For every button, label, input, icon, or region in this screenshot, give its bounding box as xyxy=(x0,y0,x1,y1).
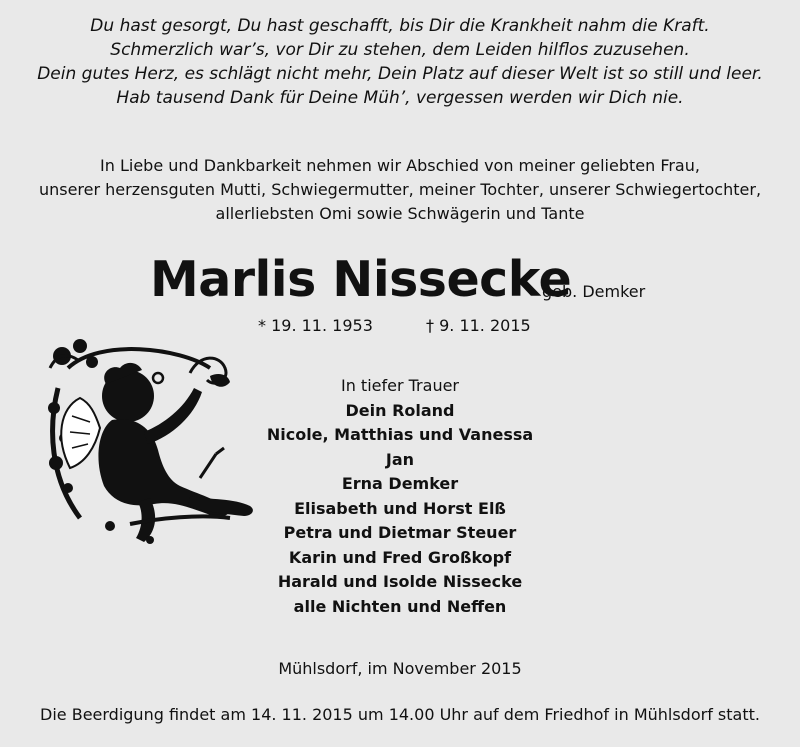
mourner-name: Karin und Fred Großkopf xyxy=(288,547,512,567)
birth-date: * 19. 11. 1953 xyxy=(258,316,373,335)
mourner-name: Erna Demker xyxy=(341,474,459,493)
funeral-info: Die Beerdigung findet am 14. 11. 2015 um 14.00 Uhr auf dem Friedhof in Mühlsdorf statt. xyxy=(40,705,760,724)
poem xyxy=(0,14,800,110)
mourner-name: Petra und Dietmar Steuer xyxy=(283,523,517,542)
intro-line: allerliebsten Omi sowie Schwägerin und Tante xyxy=(215,204,585,223)
place-and-date: Mühlsdorf, im November 2015 xyxy=(278,659,522,678)
mourning-lead: In tiefer Trauer xyxy=(340,376,459,395)
mourner-name: Harald und Isolde Nissecke xyxy=(277,572,523,591)
deceased-name-row xyxy=(0,250,800,310)
intro-text xyxy=(0,154,800,226)
mourner-name: alle Nichten und Neffen xyxy=(293,596,507,616)
poem-line: Dein gutes Herz, es schlägt nicht mehr, Dein Platz auf dieser Welt ist so still und leer. xyxy=(37,64,763,84)
mourner-name: Dein Roland xyxy=(345,400,455,420)
mourner-name: Elisabeth und Horst Elß xyxy=(294,498,506,518)
maiden-name: geb. Demker xyxy=(542,282,646,301)
mourners-list xyxy=(220,374,580,619)
intro-line: In Liebe und Dankbarkeit nehmen wir Abschied von meiner geliebten Frau, xyxy=(100,156,700,175)
poem-line: Du hast gesorgt, Du hast geschafft, bis Dir die Krankheit nahm die Kraft. xyxy=(90,16,710,36)
mourner-name: Nicole, Matthias und Vanessa xyxy=(266,425,534,444)
poem-line: Hab tausend Dank für Deine Müh’, vergessen werden wir Dich nie. xyxy=(116,88,684,108)
life-dates xyxy=(258,314,558,338)
poem-line: Schmerzlich war’s, vor Dir zu stehen, dem Leiden hilflos zuzusehen. xyxy=(110,40,690,60)
intro-line: unserer herzensguten Mutti, Schwiegermutter, meiner Tochter, unserer Schwiegertochter, xyxy=(38,180,762,199)
deceased-name: Marlis Nissecke xyxy=(150,251,572,308)
death-date: † 9. 11. 2015 xyxy=(426,316,531,335)
mourner-name: Jan xyxy=(385,449,415,469)
